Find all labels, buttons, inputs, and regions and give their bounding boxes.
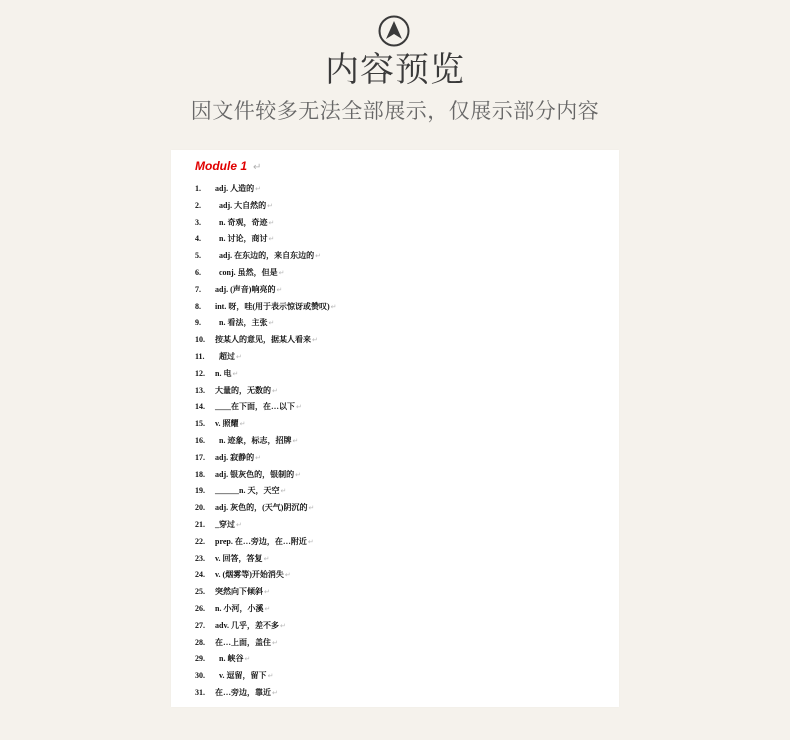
item-text: adj. 在东边的，来自东边的	[215, 251, 315, 261]
item-text: 大量的，无数的	[215, 385, 271, 395]
list-item	[195, 181, 337, 198]
item-text: adj. 寂静的	[215, 452, 255, 462]
paragraph-mark-icon: ↵	[296, 403, 302, 412]
list-item	[195, 685, 337, 702]
item-number: 11.	[195, 351, 205, 361]
paragraph-mark-icon: ↵	[263, 554, 270, 563]
item-number: 30.	[195, 671, 205, 681]
item-number: 16.	[195, 435, 205, 445]
paragraph-mark-icon: ↵	[330, 302, 337, 311]
paragraph-mark-icon: ↵	[239, 420, 246, 429]
item-text: v. 照耀	[215, 419, 239, 429]
item-number: 3.	[195, 217, 201, 227]
item-number: 6.	[195, 267, 201, 277]
item-text: n. 讨论，商讨	[215, 234, 268, 244]
list-item	[195, 383, 337, 400]
paragraph-mark-icon: ↵	[268, 319, 275, 328]
paragraph-mark-icon: ↵	[307, 537, 314, 546]
item-text: 在…上面，盖住	[215, 637, 271, 647]
paragraph-mark-icon: ↵	[308, 504, 315, 513]
item-text: _穿过	[215, 519, 235, 529]
list-item	[195, 248, 337, 265]
item-number: 24.	[195, 570, 205, 580]
paragraph-mark-icon: ↵	[292, 436, 299, 445]
paragraph-mark-icon: ↵	[315, 252, 321, 261]
list-item	[195, 467, 337, 484]
paragraph-mark-icon: ↵	[284, 571, 291, 580]
item-text: n. 电	[215, 368, 232, 378]
item-number: 13.	[195, 385, 205, 395]
paragraph-mark-icon: ↵	[244, 655, 251, 664]
paragraph-mark-icon: ↵	[268, 218, 275, 227]
item-text: n. 看法，主张	[215, 318, 268, 328]
item-number: 19.	[195, 486, 205, 496]
list-item	[195, 551, 337, 568]
item-text: int. 呀，哇(用于表示惊讶或赞叹)	[215, 301, 330, 311]
item-number: 7.	[195, 284, 201, 294]
item-text: 突然向下倾斜	[215, 587, 263, 597]
item-text: n. 峡谷	[215, 654, 244, 664]
paragraph-mark-icon: ↵	[272, 638, 278, 647]
module-heading-text: Module 1	[195, 159, 248, 173]
paragraph-mark-icon: ↵	[255, 453, 261, 462]
paragraph-mark-icon: ↵	[264, 604, 271, 613]
item-number: 27.	[195, 620, 205, 630]
item-number: 25.	[195, 587, 205, 597]
item-number: 1.	[195, 184, 201, 193]
list-item	[195, 483, 337, 500]
list-item	[195, 517, 337, 534]
list-item	[195, 651, 337, 668]
item-text: v. 逗留，留下	[215, 671, 267, 681]
paragraph-mark-icon: ↵	[280, 621, 286, 630]
item-number: 9.	[195, 318, 201, 328]
list-item	[195, 534, 337, 551]
item-number: 22.	[195, 536, 205, 546]
item-number: 29.	[195, 654, 205, 664]
item-number: 2.	[195, 200, 201, 210]
item-text: 在…旁边，靠近	[215, 687, 271, 697]
item-text: ______n. 天，天空	[215, 486, 280, 496]
document-preview	[171, 150, 619, 707]
module-heading	[195, 158, 261, 176]
item-number: 5.	[195, 251, 201, 261]
paragraph-mark-icon: ↵	[255, 185, 261, 193]
list-item	[195, 366, 337, 383]
item-number: 8.	[195, 301, 201, 311]
item-text: n. 小河，小溪	[215, 603, 264, 613]
paragraph-mark-icon: ↵	[276, 285, 283, 294]
list-item	[195, 416, 337, 433]
paragraph-mark-icon: ↵	[264, 588, 270, 597]
list-item	[195, 500, 337, 517]
item-number: 26.	[195, 603, 205, 613]
item-number: 23.	[195, 553, 205, 563]
item-text: v. (烟雾等)开始消失	[215, 570, 284, 580]
list-item	[195, 584, 337, 601]
list-item	[195, 450, 337, 467]
item-text: adj. 人造的	[215, 184, 255, 193]
list-item	[195, 265, 337, 282]
paragraph-mark-icon: ↵	[267, 201, 273, 210]
paragraph-mark-icon: ↵	[236, 352, 242, 361]
item-text: ____在下面，在…以下	[215, 402, 295, 412]
paragraph-mark-icon: ↵	[268, 235, 275, 244]
list-item	[195, 315, 337, 332]
paragraph-mark-icon: ↵	[295, 470, 301, 479]
item-text: n. 迹象，标志，招牌	[215, 435, 292, 445]
list-item	[195, 215, 337, 232]
item-number: 12.	[195, 368, 205, 378]
item-number: 20.	[195, 503, 205, 513]
item-text: adj. 灰色的，(天气)阴沉的	[215, 503, 308, 513]
paragraph-mark-icon: ↵	[236, 520, 242, 529]
list-item	[195, 198, 337, 215]
list-item	[195, 567, 337, 584]
item-number: 15.	[195, 419, 205, 429]
item-number: 18.	[195, 469, 205, 479]
return-mark-icon: ↵	[253, 162, 262, 173]
item-number: 14.	[195, 402, 205, 412]
item-number: 21.	[195, 519, 205, 529]
list-item	[195, 399, 337, 416]
item-text: v. 回答，答复	[215, 553, 263, 563]
item-number: 17.	[195, 452, 205, 462]
item-text: n. 奇观，奇迹	[215, 217, 268, 227]
item-text: 超过	[215, 351, 235, 361]
list-item	[195, 282, 337, 299]
paragraph-mark-icon: ↵	[312, 336, 318, 345]
list-item	[195, 601, 337, 618]
item-text: conj. 虽然，但是	[215, 267, 278, 277]
item-number: 31.	[195, 687, 205, 697]
paragraph-mark-icon: ↵	[272, 386, 278, 395]
item-text: adv. 几乎，差不多	[215, 620, 280, 630]
item-text: 按某人的意见，据某人看来	[215, 335, 311, 345]
page-title: 内容预览	[325, 50, 465, 90]
vocab-list	[195, 181, 337, 702]
item-text: adj. 银灰色的，银制的	[215, 469, 295, 479]
list-item	[195, 349, 337, 366]
list-item	[195, 668, 337, 685]
page-subtitle: 因文件较多无法全部展示，仅展示部分内容	[190, 99, 600, 123]
item-text: adj. 大自然的	[215, 200, 267, 210]
paragraph-mark-icon: ↵	[280, 487, 287, 496]
up-arrow-circle-icon	[378, 15, 410, 47]
item-number: 4.	[195, 234, 201, 244]
item-text: prep. 在…旁边，在…附近	[215, 536, 307, 546]
paragraph-mark-icon: ↵	[278, 268, 285, 277]
list-item	[195, 299, 337, 316]
paragraph-mark-icon: ↵	[232, 369, 239, 378]
paragraph-mark-icon: ↵	[272, 688, 278, 697]
paragraph-mark-icon: ↵	[267, 672, 274, 681]
list-item	[195, 618, 337, 635]
list-item	[195, 635, 337, 652]
list-item	[195, 231, 337, 248]
item-number: 10.	[195, 335, 205, 345]
list-item	[195, 433, 337, 450]
preview-header	[0, 0, 790, 150]
list-item	[195, 332, 337, 349]
item-text: adj. (声音)响亮的	[215, 284, 276, 294]
item-number: 28.	[195, 637, 205, 647]
